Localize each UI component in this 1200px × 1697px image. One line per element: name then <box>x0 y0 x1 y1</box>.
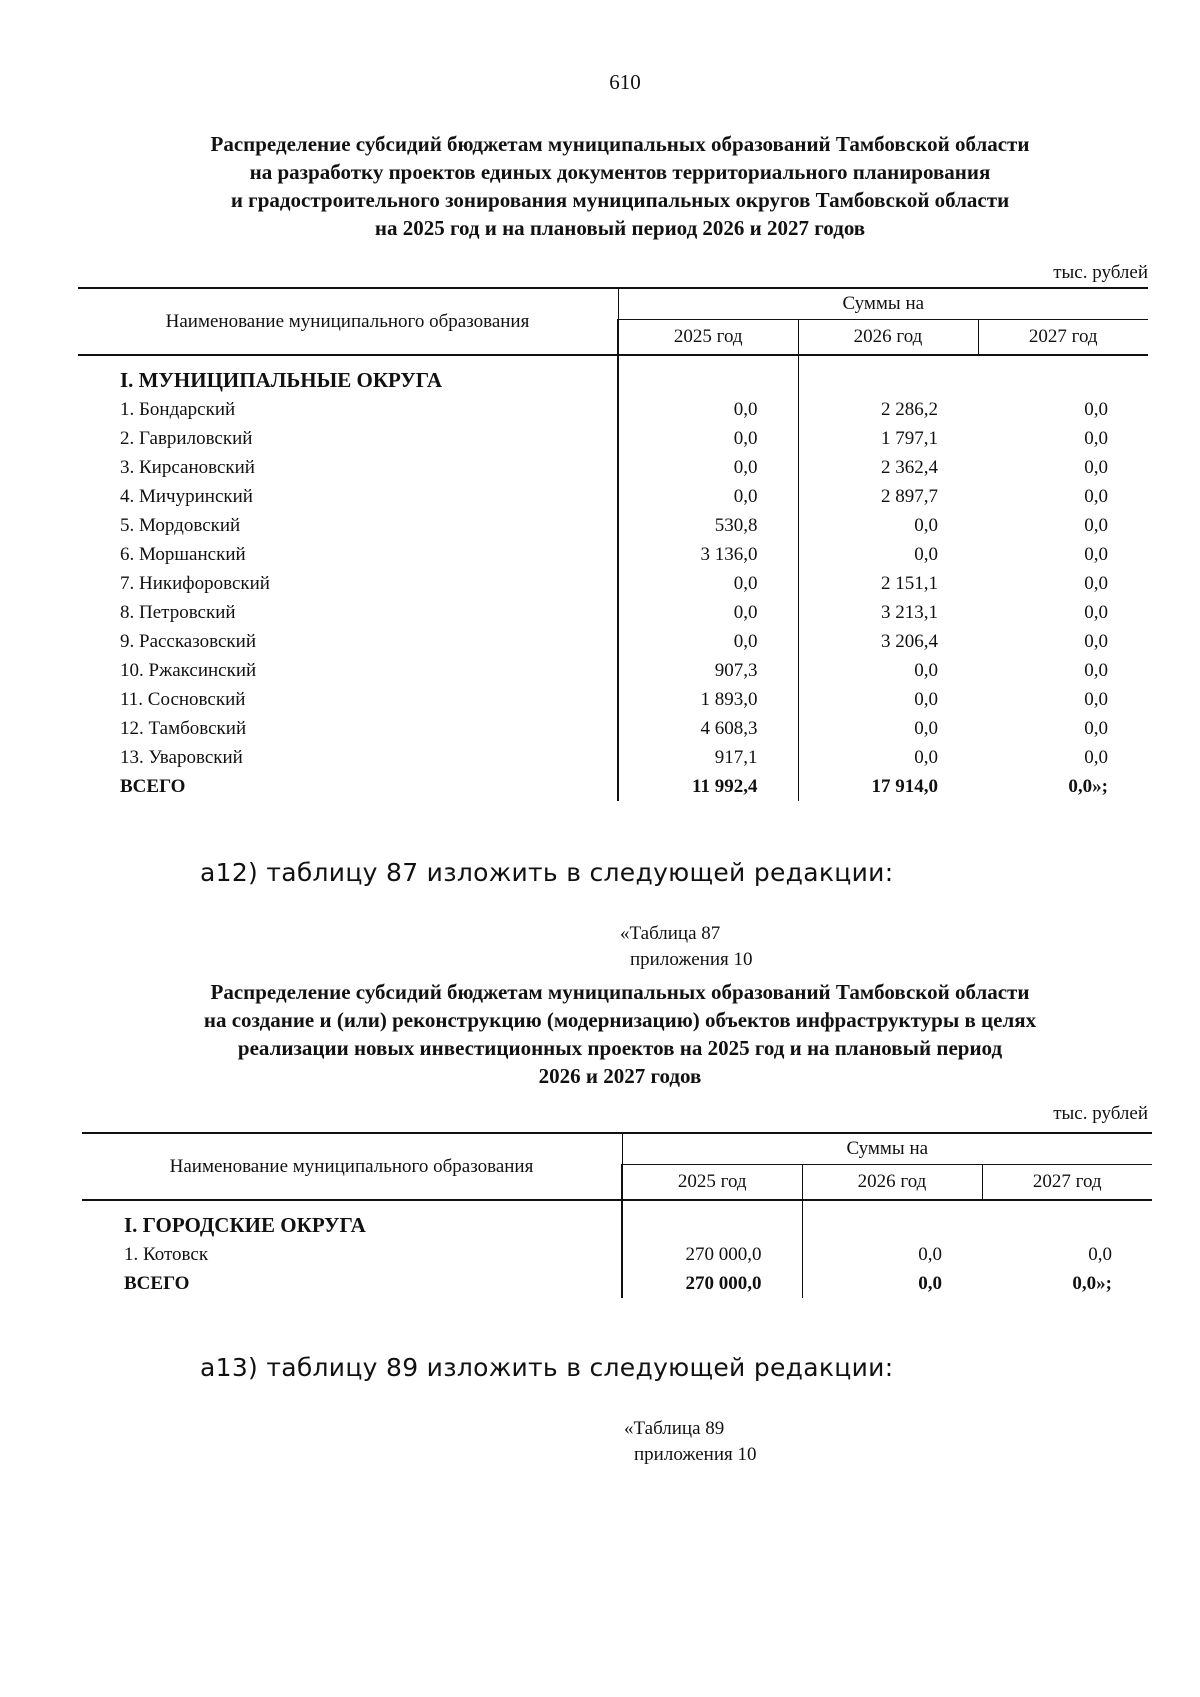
column-header-2027: 2027 год <box>982 1165 1152 1201</box>
column-header-2026: 2026 год <box>802 1165 982 1201</box>
cell-2026: 0,0 <box>798 685 978 714</box>
column-header-name: Наименование муниципального образования <box>82 1133 622 1200</box>
row-name: 6. Моршанский <box>120 543 246 565</box>
cell-2027: 0,0 <box>1084 543 1108 565</box>
cell-2025: 4 608,3 <box>618 714 798 743</box>
table-row <box>82 1240 1152 1269</box>
table-reference-line: приложения 10 <box>630 949 753 970</box>
total-2025: 270 000,0 <box>622 1269 802 1298</box>
cell-2027: 0,0 <box>1084 717 1108 739</box>
row-name: 9. Рассказовский <box>120 630 256 652</box>
row-name: 2. Гавриловский <box>120 427 253 449</box>
section-heading: I. ГОРОДСКИЕ ОКРУГА <box>124 1213 366 1237</box>
cell-2026: 0,0 <box>798 540 978 569</box>
table-row <box>78 714 1148 743</box>
table1 <box>78 287 1148 801</box>
cell-2025: 0,0 <box>618 569 798 598</box>
row-name: 11. Сосновский <box>120 688 246 710</box>
table-row <box>78 511 1148 540</box>
cell-2027: 0,0 <box>1084 688 1108 710</box>
cell-2025: 0,0 <box>618 424 798 453</box>
table2 <box>82 1132 1152 1298</box>
table1-title-line: на разработку проектов единых документов территориального планирования <box>249 160 991 184</box>
table-row <box>78 627 1148 656</box>
table-reference-89 <box>624 1416 756 1468</box>
cell-2026: 3 206,4 <box>798 627 978 656</box>
column-header-2025: 2025 год <box>622 1165 802 1201</box>
section-heading: I. МУНИЦИПАЛЬНЫЕ ОКРУГА <box>120 368 443 392</box>
row-name: 12. Тамбовский <box>120 717 247 739</box>
cell-2025: 270 000,0 <box>622 1240 802 1269</box>
table2-title-line: на создание и (или) реконструкцию (модернизацию) объектов инфраструктуры в целях <box>203 1008 1037 1032</box>
total-2027: 0,0»; <box>1068 775 1108 797</box>
table-reference-line: «Таблица 87 <box>620 923 721 944</box>
cell-2026: 0,0 <box>798 743 978 772</box>
cell-2027: 0,0 <box>1084 514 1108 536</box>
table-row <box>78 656 1148 685</box>
column-header-2027: 2027 год <box>978 320 1148 356</box>
column-header-2026: 2026 год <box>798 320 978 356</box>
table2-title-line: реализации новых инвестиционных проектов на 2025 год и на плановый период <box>237 1036 1003 1060</box>
cell-2027: 0,0 <box>1084 630 1108 652</box>
cell-2026: 3 213,1 <box>798 598 978 627</box>
cell-2026: 0,0 <box>802 1240 982 1269</box>
amendment-paragraph-a13: а13) таблицу 89 изложить в следующей редакции: <box>200 1353 894 1382</box>
cell-2025: 0,0 <box>618 627 798 656</box>
table2-title-line: 2026 и 2027 годов <box>538 1064 702 1088</box>
row-name: 7. Никифоровский <box>120 572 270 594</box>
column-header-name: Наименование муниципального образования <box>78 288 618 355</box>
total-2025: 11 992,4 <box>618 772 798 801</box>
total-label: ВСЕГО <box>120 775 186 797</box>
column-header-2025: 2025 год <box>618 320 798 356</box>
table-row <box>78 453 1148 482</box>
cell-2025: 917,1 <box>618 743 798 772</box>
row-name: 8. Петровский <box>120 601 236 623</box>
cell-2026: 1 797,1 <box>798 424 978 453</box>
table-reference-line: «Таблица 89 <box>624 1418 725 1439</box>
table-total-row <box>82 1269 1152 1298</box>
cell-2027: 0,0 <box>1084 601 1108 623</box>
total-2026: 17 914,0 <box>798 772 978 801</box>
cell-2026: 2 362,4 <box>798 453 978 482</box>
total-label: ВСЕГО <box>124 1272 190 1294</box>
cell-2025: 0,0 <box>618 598 798 627</box>
cell-2025: 530,8 <box>618 511 798 540</box>
table-reference-line: приложения 10 <box>634 1444 757 1465</box>
total-2026: 0,0 <box>802 1269 982 1298</box>
cell-2026: 0,0 <box>798 656 978 685</box>
table1-units: тыс. рублей <box>1053 262 1148 283</box>
cell-2025: 0,0 <box>618 482 798 511</box>
cell-2027: 0,0 <box>1084 456 1108 478</box>
row-name: 4. Мичуринский <box>120 485 253 507</box>
cell-2026: 2 897,7 <box>798 482 978 511</box>
table-section-row <box>78 355 1148 395</box>
table-total-row <box>78 772 1148 801</box>
table-row <box>78 743 1148 772</box>
table-row <box>78 395 1148 424</box>
cell-2026: 2 286,2 <box>798 395 978 424</box>
table-row <box>78 685 1148 714</box>
table-row <box>78 569 1148 598</box>
column-header-sums: Суммы на <box>622 1133 1152 1165</box>
row-name: 1. Бондарский <box>120 398 236 420</box>
cell-2027: 0,0 <box>1088 1243 1112 1265</box>
table2-title <box>110 978 1130 1090</box>
table-row <box>78 424 1148 453</box>
amendment-paragraph-a12: а12) таблицу 87 изложить в следующей редакции: <box>200 858 894 887</box>
cell-2027: 0,0 <box>1084 659 1108 681</box>
table1-title-line: Распределение субсидий бюджетам муниципальных образований Тамбовской области <box>210 132 1030 156</box>
row-name: 10. Ржаксинский <box>120 659 257 681</box>
table2-title-line: Распределение субсидий бюджетам муниципальных образований Тамбовской области <box>210 980 1030 1004</box>
row-name: 5. Мордовский <box>120 514 241 536</box>
table-row <box>78 598 1148 627</box>
table1-title <box>110 130 1130 242</box>
cell-2026: 2 151,1 <box>798 569 978 598</box>
row-name: 13. Уваровский <box>120 746 243 768</box>
column-header-sums: Суммы на <box>618 288 1148 320</box>
table-section-row <box>82 1200 1152 1240</box>
cell-2027: 0,0 <box>1084 485 1108 507</box>
cell-2027: 0,0 <box>1084 398 1108 420</box>
total-2027: 0,0»; <box>1072 1272 1112 1294</box>
cell-2025: 907,3 <box>618 656 798 685</box>
row-name: 1. Котовск <box>124 1243 209 1265</box>
cell-2025: 0,0 <box>618 395 798 424</box>
table-row <box>78 540 1148 569</box>
cell-2027: 0,0 <box>1084 427 1108 449</box>
cell-2026: 0,0 <box>798 511 978 540</box>
table1-title-line: и градостроительного зонирования муниципальных округов Тамбовской области <box>230 188 1010 212</box>
row-name: 3. Кирсановский <box>120 456 255 478</box>
cell-2027: 0,0 <box>1084 572 1108 594</box>
table2-units: тыс. рублей <box>1053 1103 1148 1124</box>
cell-2025: 0,0 <box>618 453 798 482</box>
cell-2026: 0,0 <box>798 714 978 743</box>
page-number: 610 <box>609 70 641 94</box>
cell-2027: 0,0 <box>1084 746 1108 768</box>
cell-2025: 1 893,0 <box>618 685 798 714</box>
table-reference-87 <box>620 921 752 973</box>
table-row <box>78 482 1148 511</box>
cell-2025: 3 136,0 <box>618 540 798 569</box>
table1-title-line: на 2025 год и на плановый период 2026 и 2027 годов <box>374 216 866 240</box>
